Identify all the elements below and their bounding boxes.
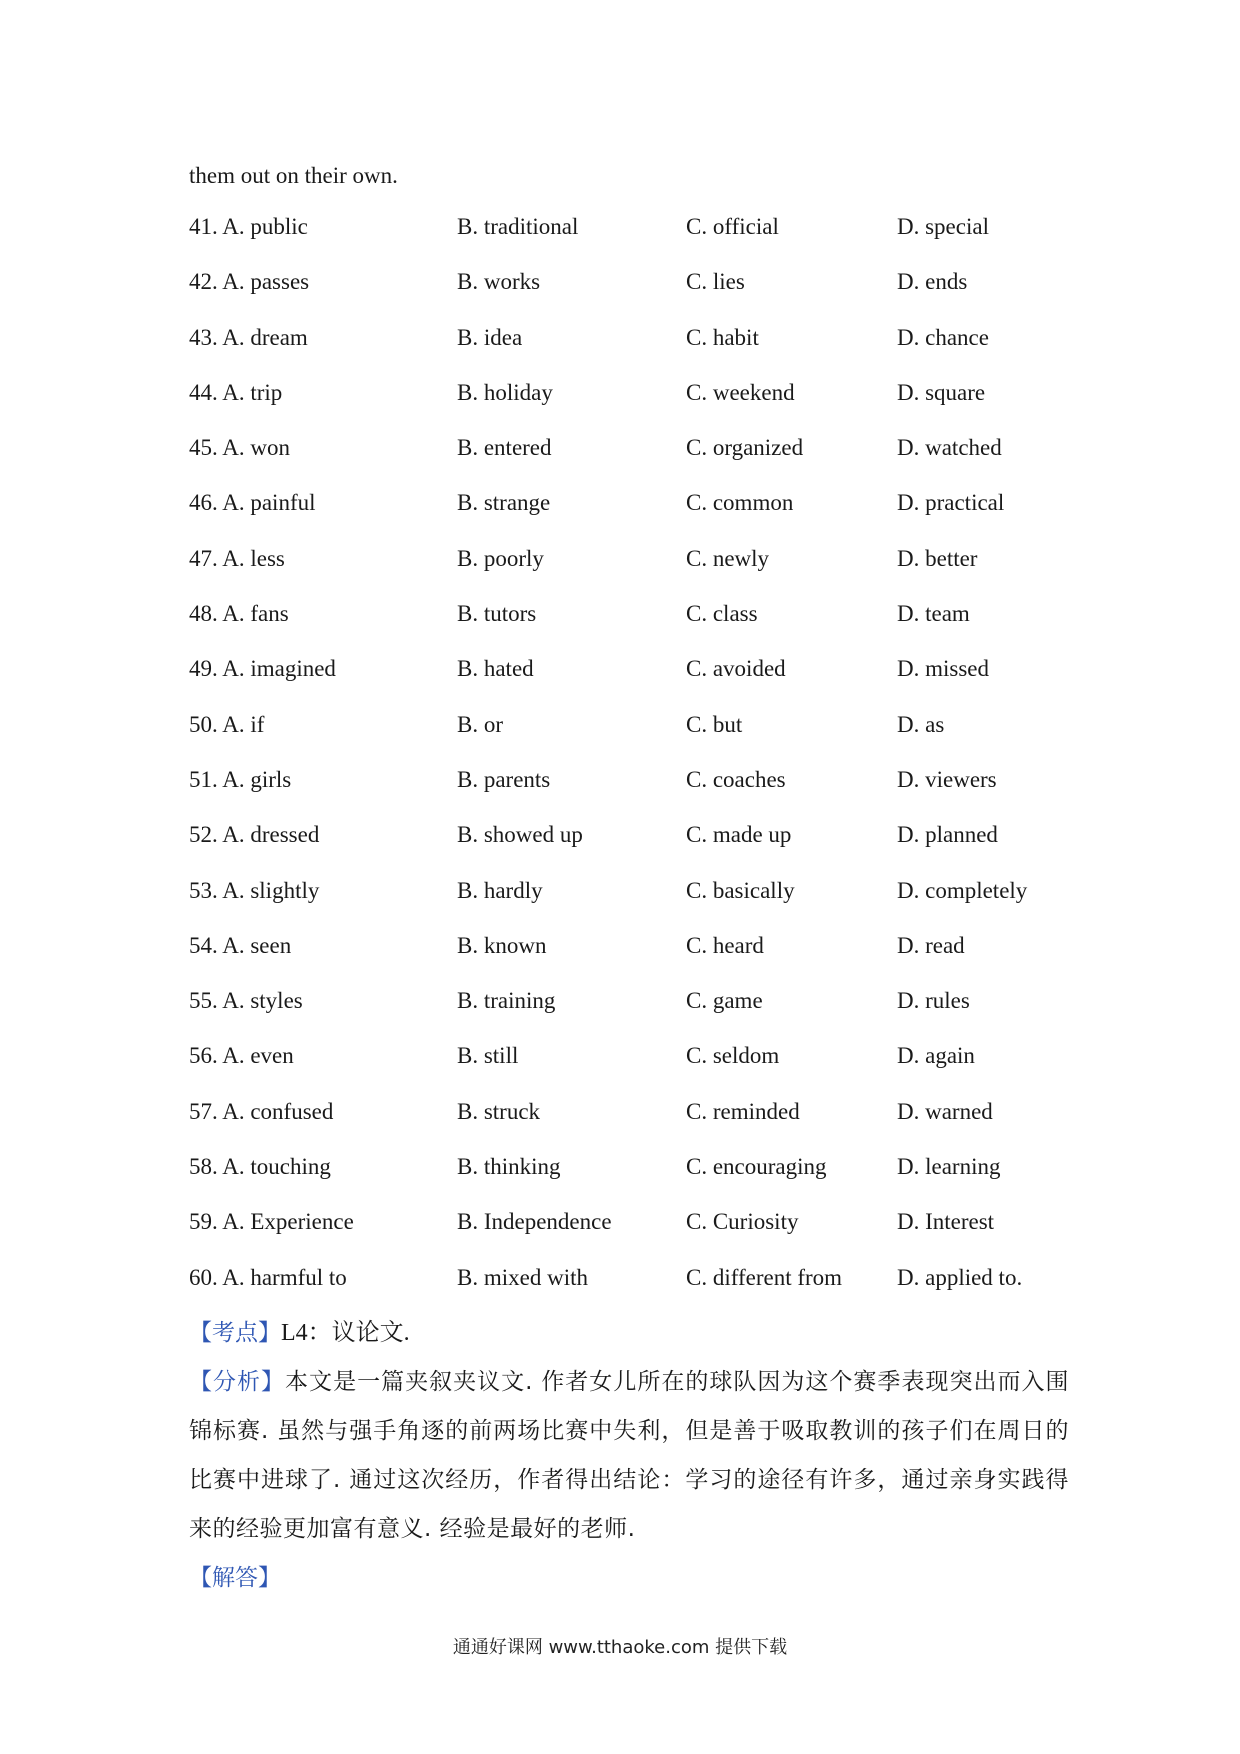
option-b: B. holiday — [457, 379, 553, 405]
option-c: C. but — [686, 711, 743, 737]
option-d: D. planned — [897, 822, 998, 848]
option-a — [189, 985, 303, 1017]
option-d: D. square — [897, 379, 986, 405]
option-d: D. Interest — [897, 1209, 995, 1235]
question-number: 41. — [189, 214, 218, 239]
explanation-section — [189, 1309, 1069, 1603]
question-row — [189, 598, 1069, 653]
option-b: B. poorly — [457, 545, 544, 571]
question-number: 51. — [189, 766, 218, 792]
fenxi-tag: 【分析】 — [189, 1369, 286, 1395]
option-c: C. game — [686, 988, 763, 1014]
option-a-text: A. even — [222, 1043, 294, 1069]
question-row — [189, 322, 1069, 377]
option-a-text: A. confused — [222, 1098, 334, 1124]
option-a — [189, 1040, 294, 1072]
option-b: B. hated — [457, 656, 534, 682]
option-c: C. class — [686, 601, 758, 627]
option-c: C. newly — [686, 545, 770, 571]
option-c: C. common — [686, 490, 794, 516]
option-a — [189, 875, 319, 907]
question-row — [189, 764, 1069, 819]
option-a — [189, 543, 285, 575]
question-number: 58. — [189, 1154, 218, 1180]
option-d: D. viewers — [897, 766, 997, 792]
option-d: D. practical — [897, 490, 1005, 516]
option-d: D. completely — [897, 877, 1028, 903]
question-number: 50. — [189, 711, 218, 737]
question-number: 43. — [189, 324, 218, 350]
question-row — [189, 1151, 1069, 1206]
option-d: D. read — [897, 932, 965, 958]
kaodian-tag: 【考点】 — [189, 1320, 281, 1346]
question-number: 54. — [189, 932, 218, 958]
option-a-text: A. harmful to — [222, 1264, 347, 1290]
question-number: 47. — [189, 545, 218, 571]
option-a-text: A. trip — [222, 379, 283, 405]
option-a-text: A. fans — [222, 601, 289, 627]
option-c: C. heard — [686, 932, 764, 958]
option-b: B. showed up — [457, 822, 583, 848]
option-c: C. encouraging — [686, 1154, 827, 1180]
option-c: C. made up — [686, 822, 792, 848]
question-number: 59. — [189, 1209, 218, 1235]
option-a — [189, 1096, 333, 1128]
option-c: C. official — [686, 214, 779, 239]
question-row — [189, 432, 1069, 487]
option-d: D. chance — [897, 324, 989, 350]
option-a-text: A. passes — [222, 269, 310, 295]
question-row — [189, 266, 1069, 321]
question-row — [189, 377, 1069, 432]
option-d: D. again — [897, 1043, 975, 1069]
option-b: B. thinking — [457, 1154, 561, 1180]
option-a-text: A. touching — [222, 1154, 331, 1180]
question-row — [189, 930, 1069, 985]
question-number: 60. — [189, 1264, 218, 1290]
option-d: D. warned — [897, 1098, 993, 1124]
option-a-text: A. dream — [222, 324, 308, 350]
option-a-text: A. public — [222, 214, 308, 239]
option-d: D. team — [897, 601, 970, 627]
option-b: B. entered — [457, 435, 552, 461]
option-a — [189, 322, 308, 354]
option-d: D. ends — [897, 269, 968, 295]
option-d: D. applied to. — [897, 1264, 1023, 1290]
option-c: C. organized — [686, 435, 804, 461]
question-row — [189, 653, 1069, 708]
answer-options-list — [189, 211, 1069, 1317]
question-row — [189, 985, 1069, 1040]
option-a — [189, 377, 282, 409]
option-b: B. tutors — [457, 601, 537, 627]
option-c: C. reminded — [686, 1098, 800, 1124]
question-number: 52. — [189, 822, 218, 848]
question-row — [189, 1206, 1069, 1261]
question-row — [189, 875, 1069, 930]
option-a-text: A. Experience — [222, 1209, 354, 1235]
question-number: 56. — [189, 1043, 218, 1069]
question-number: 42. — [189, 269, 218, 295]
option-d: D. rules — [897, 988, 970, 1014]
option-d: D. as — [897, 711, 945, 737]
option-a-text: A. if — [222, 711, 265, 737]
option-c: C. basically — [686, 877, 795, 903]
option-b: B. works — [457, 269, 541, 295]
option-b: B. traditional — [457, 214, 579, 239]
question-number: 57. — [189, 1098, 218, 1124]
option-c: C. avoided — [686, 656, 786, 682]
option-b: B. known — [457, 932, 547, 958]
option-a — [189, 764, 291, 796]
option-b: B. struck — [457, 1098, 541, 1124]
kaodian-text: L4：议论文. — [281, 1320, 410, 1346]
option-a — [189, 1151, 331, 1183]
question-number: 44. — [189, 379, 218, 405]
question-row — [189, 487, 1069, 542]
option-a-text: A. seen — [222, 932, 292, 958]
option-c: C. seldom — [686, 1043, 780, 1069]
option-a — [189, 1206, 354, 1238]
option-d: D. better — [897, 545, 978, 571]
option-a-text: A. less — [222, 545, 285, 571]
option-a — [189, 211, 308, 243]
passage-continuation: them out on their own. — [189, 163, 398, 188]
question-number: 49. — [189, 656, 218, 682]
option-a — [189, 709, 264, 741]
option-a-text: A. imagined — [222, 656, 336, 682]
option-c: C. weekend — [686, 379, 795, 405]
option-c: C. Curiosity — [686, 1209, 799, 1235]
option-a — [189, 432, 290, 464]
option-d: D. watched — [897, 435, 1002, 461]
question-number: 55. — [189, 988, 218, 1014]
option-c: C. lies — [686, 269, 745, 295]
option-a-text: A. dressed — [222, 822, 320, 848]
option-a — [189, 487, 316, 519]
option-a — [189, 1262, 347, 1294]
question-row — [189, 1096, 1069, 1151]
option-b: B. parents — [457, 766, 551, 792]
question-number: 53. — [189, 877, 218, 903]
option-b: B. Independence — [457, 1209, 612, 1235]
fenxi-paragraph — [189, 1358, 1069, 1554]
question-number: 48. — [189, 601, 218, 627]
jieda-tag: 【解答】 — [189, 1565, 281, 1591]
option-b: B. hardly — [457, 877, 543, 903]
option-a — [189, 819, 319, 851]
question-number: 45. — [189, 435, 218, 461]
question-row — [189, 819, 1069, 874]
option-a — [189, 598, 289, 630]
question-row — [189, 543, 1069, 598]
fenxi-text: 本文是一篇夹叙夹议文. 作者女儿所在的球队因为这个赛季表现突出而入围锦标赛. 虽然与强手角逐的前两场比赛中失利，但是善于吸取教训的孩子们在周日的比赛中进球了. 通过这次经历，作者得出结论：学习的途径有许多，通过亲身实践得来的经验更加富有意义. 经验是最好的老师. — [189, 1369, 1070, 1542]
option-a-text: A. slightly — [222, 877, 320, 903]
option-a-text: A. won — [222, 435, 290, 461]
option-a-text: A. girls — [222, 766, 292, 792]
kaodian-line — [189, 1309, 1069, 1358]
page-footer: 通通好课网 www.tthaoke.com 提供下载 — [452, 1637, 788, 1658]
jieda-line — [189, 1554, 1069, 1603]
option-c: C. different from — [686, 1264, 843, 1290]
question-row — [189, 1040, 1069, 1095]
option-a-text: A. painful — [222, 490, 316, 516]
option-b: B. idea — [457, 324, 523, 350]
option-a-text: A. styles — [222, 988, 303, 1014]
option-d: D. learning — [897, 1154, 1001, 1180]
option-b: B. still — [457, 1043, 519, 1069]
option-b: B. mixed with — [457, 1264, 588, 1290]
option-b: B. training — [457, 988, 556, 1014]
option-a — [189, 930, 291, 962]
option-c: C. habit — [686, 324, 759, 350]
option-b: B. or — [457, 711, 503, 737]
option-a — [189, 266, 309, 298]
question-number: 46. — [189, 490, 218, 516]
question-row — [189, 709, 1069, 764]
option-c: C. coaches — [686, 766, 786, 792]
option-d: D. special — [897, 214, 989, 239]
option-b: B. strange — [457, 490, 551, 516]
question-row — [189, 211, 1069, 266]
option-d: D. missed — [897, 656, 989, 682]
option-a — [189, 653, 336, 685]
